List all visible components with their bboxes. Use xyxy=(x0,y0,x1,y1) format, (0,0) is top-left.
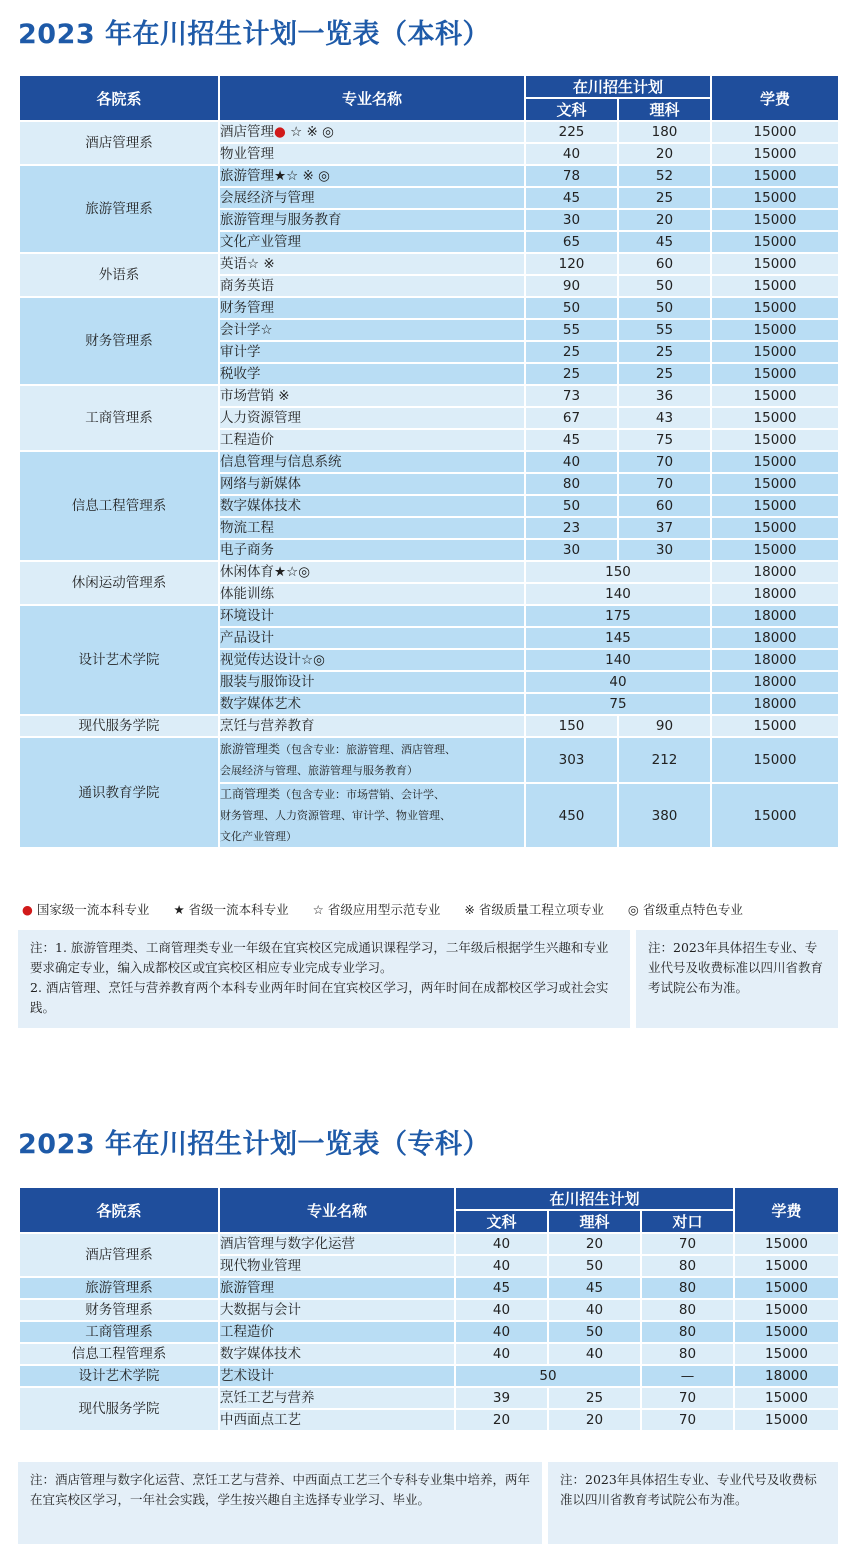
wen-cell: 20 xyxy=(455,1409,548,1431)
li-cell: 50 xyxy=(548,1321,641,1343)
wen-cell: 50 xyxy=(525,495,618,517)
wen-cell: 55 xyxy=(525,319,618,341)
fee-cell: 15000 xyxy=(711,121,839,143)
table-row xyxy=(19,715,839,737)
fee-cell: 15000 xyxy=(711,275,839,297)
note-text: 2. 酒店管理、烹饪与营养教育两个本科专业两年时间在宜宾校区学习，两年时间在成都校区学习或社会实践。 xyxy=(30,980,609,1015)
wen-cell: 40 xyxy=(455,1321,548,1343)
fee-cell: 15000 xyxy=(711,253,839,275)
dui-cell: 80 xyxy=(641,1321,734,1343)
major-cell: 数字媒体艺术 xyxy=(219,693,525,715)
white-star-icon: ☆ xyxy=(312,902,324,917)
major-cell: 工程造价 xyxy=(219,429,525,451)
li-cell: 50 xyxy=(618,275,711,297)
note-text: 注：酒店管理与数字化运营、烹饪工艺与营养、中西面点工艺三个专科专业集中培养，两年在宜宾校区学习，一年社会实践，学生按兴趣自主选择专业学习、毕业。 xyxy=(30,1472,531,1507)
major-cell: 产品设计 xyxy=(219,627,525,649)
wen-cell: 40 xyxy=(455,1343,548,1365)
major-cell: 酒店管理● ☆ ※ ◎ xyxy=(219,121,525,143)
zhuanke-note-left xyxy=(18,1462,542,1544)
fee-cell: 15000 xyxy=(711,209,839,231)
legend-item: ● 国家级一流本科专业 xyxy=(22,902,150,917)
li-cell: 90 xyxy=(618,715,711,737)
major-cell: 服装与服饰设计 xyxy=(219,671,525,693)
total-cell: 40 xyxy=(525,671,711,693)
header-dept: 各院系 xyxy=(19,75,219,121)
fee-cell: 15000 xyxy=(711,385,839,407)
li-cell: 380 xyxy=(618,783,711,848)
li-cell: 20 xyxy=(618,143,711,165)
wen-cell: 40 xyxy=(525,451,618,473)
wen-cell: 40 xyxy=(455,1299,548,1321)
dept-cell: 设计艺术学院 xyxy=(19,605,219,715)
wen-cell: 45 xyxy=(455,1277,548,1299)
li-cell: 50 xyxy=(548,1255,641,1277)
li-cell: 43 xyxy=(618,407,711,429)
header-major: 专业名称 xyxy=(219,75,525,121)
fee-cell: 15000 xyxy=(711,429,839,451)
header-fee: 学费 xyxy=(734,1187,839,1233)
major-cell: 审计学 xyxy=(219,341,525,363)
fee-cell: 18000 xyxy=(711,649,839,671)
table-row xyxy=(19,561,839,583)
legend xyxy=(22,900,842,918)
wen-cell: 50 xyxy=(525,297,618,319)
major-cell: 物流工程 xyxy=(219,517,525,539)
total-cell: 140 xyxy=(525,583,711,605)
header-dept: 各院系 xyxy=(19,1187,219,1233)
table-row xyxy=(19,1277,839,1299)
li-cell: 36 xyxy=(618,385,711,407)
fee-cell: 18000 xyxy=(711,671,839,693)
total-cell: 140 xyxy=(525,649,711,671)
dui-cell: — xyxy=(641,1365,734,1387)
fee-cell: 15000 xyxy=(734,1277,839,1299)
wen-cell: 40 xyxy=(525,143,618,165)
major-cell: 视觉传达设计☆◎ xyxy=(219,649,525,671)
table-row xyxy=(19,297,839,319)
major-cell: 文化产业管理 xyxy=(219,231,525,253)
table-row xyxy=(19,1365,839,1387)
li-cell: 60 xyxy=(618,253,711,275)
page-title-zhuanke: 2023 年在川招生计划一览表（专科） xyxy=(18,1129,491,1160)
red-dot-icon: ● xyxy=(22,902,33,917)
dept-cell: 通识教育学院 xyxy=(19,737,219,848)
major-cell: 旅游管理 xyxy=(219,1277,455,1299)
table-row xyxy=(19,605,839,627)
table-row xyxy=(19,1343,839,1365)
dept-cell: 工商管理系 xyxy=(19,1321,219,1343)
fee-cell: 15000 xyxy=(734,1299,839,1321)
benke-note-right xyxy=(636,930,838,1028)
header-wen: 文科 xyxy=(525,98,618,121)
total-cell: 175 xyxy=(525,605,711,627)
wen-cell: 40 xyxy=(455,1255,548,1277)
major-cell: 电子商务 xyxy=(219,539,525,561)
header-li: 理科 xyxy=(548,1210,641,1233)
li-cell: 40 xyxy=(548,1343,641,1365)
li-cell: 25 xyxy=(618,187,711,209)
wen-cell: 73 xyxy=(525,385,618,407)
wen-cell: 40 xyxy=(455,1233,548,1255)
major-cell: 会计学☆ xyxy=(219,319,525,341)
header-plan: 在川招生计划 xyxy=(455,1187,734,1210)
major-cell: 烹饪与营养教育 xyxy=(219,715,525,737)
major-cell: 酒店管理与数字化运营 xyxy=(219,1233,455,1255)
wen-cell: 80 xyxy=(525,473,618,495)
table-row xyxy=(19,1387,839,1409)
zhuanke-note-right xyxy=(548,1462,838,1544)
header-dui: 对口 xyxy=(641,1210,734,1233)
dui-cell: 80 xyxy=(641,1277,734,1299)
fee-cell: 15000 xyxy=(711,783,839,848)
dept-cell: 设计艺术学院 xyxy=(19,1365,219,1387)
dui-cell: 70 xyxy=(641,1409,734,1431)
major-cell: 网络与新媒体 xyxy=(219,473,525,495)
major-cell: 环境设计 xyxy=(219,605,525,627)
dept-cell: 工商管理系 xyxy=(19,385,219,451)
major-cell: 商务英语 xyxy=(219,275,525,297)
fee-cell: 15000 xyxy=(711,495,839,517)
wen-cell: 150 xyxy=(525,715,618,737)
reference-mark-icon: ※ xyxy=(464,902,475,917)
fee-cell: 18000 xyxy=(734,1365,839,1387)
total-cell: 75 xyxy=(525,693,711,715)
wen-cell: 225 xyxy=(525,121,618,143)
table-row xyxy=(19,1321,839,1343)
table-row xyxy=(19,165,839,187)
li-cell: 25 xyxy=(618,341,711,363)
wen-cell: 45 xyxy=(525,429,618,451)
header-major: 专业名称 xyxy=(219,1187,455,1233)
dept-cell: 休闲运动管理系 xyxy=(19,561,219,605)
fee-cell: 18000 xyxy=(711,693,839,715)
wen-cell: 120 xyxy=(525,253,618,275)
dept-cell: 财务管理系 xyxy=(19,1299,219,1321)
zhuanke-table xyxy=(18,1186,840,1432)
li-cell: 212 xyxy=(618,737,711,783)
li-cell: 25 xyxy=(618,363,711,385)
li-cell: 52 xyxy=(618,165,711,187)
total-cell: 150 xyxy=(525,561,711,583)
li-cell: 70 xyxy=(618,451,711,473)
wen-cell: 30 xyxy=(525,209,618,231)
li-cell: 20 xyxy=(548,1409,641,1431)
dui-cell: 80 xyxy=(641,1299,734,1321)
national-first-class-icon: ● xyxy=(274,124,286,140)
li-cell: 45 xyxy=(548,1277,641,1299)
total-cell: 145 xyxy=(525,627,711,649)
major-cell: 中西面点工艺 xyxy=(219,1409,455,1431)
fee-cell: 15000 xyxy=(711,363,839,385)
wen-cell: 78 xyxy=(525,165,618,187)
dept-cell: 信息工程管理系 xyxy=(19,1343,219,1365)
wen-cell: 67 xyxy=(525,407,618,429)
major-cell: 数字媒体技术 xyxy=(219,1343,455,1365)
bullseye-icon: ◎ xyxy=(627,902,639,917)
fee-cell: 15000 xyxy=(711,165,839,187)
header-plan: 在川招生计划 xyxy=(525,75,711,98)
wen-cell: 65 xyxy=(525,231,618,253)
fee-cell: 15000 xyxy=(711,187,839,209)
wen-cell: 450 xyxy=(525,783,618,848)
fee-cell: 15000 xyxy=(711,539,839,561)
fee-cell: 15000 xyxy=(734,1409,839,1431)
dui-cell: 70 xyxy=(641,1387,734,1409)
legend-item: ◎ 省级重点特色专业 xyxy=(627,902,743,917)
major-cell: 信息管理与信息系统 xyxy=(219,451,525,473)
dept-cell: 外语系 xyxy=(19,253,219,297)
major-cell: 工商管理类（包含专业：市场营销、会计学、 财务管理、人力资源管理、审计学、物业管理、 文化产业管理） xyxy=(219,783,525,848)
note-text: 注：1. 旅游管理类、工商管理类专业一年级在宜宾校区完成通识课程学习，二年级后根据学生兴趣和专业要求确定专业，编入成都校区或宜宾校区相应专业完成专业学习。 xyxy=(30,940,609,975)
fee-cell: 15000 xyxy=(711,451,839,473)
fee-cell: 15000 xyxy=(711,319,839,341)
major-cell: 旅游管理与服务教育 xyxy=(219,209,525,231)
fee-cell: 18000 xyxy=(711,605,839,627)
fee-cell: 18000 xyxy=(711,583,839,605)
wen-cell: 90 xyxy=(525,275,618,297)
fee-cell: 15000 xyxy=(734,1255,839,1277)
dui-cell: 80 xyxy=(641,1343,734,1365)
li-cell: 60 xyxy=(618,495,711,517)
legend-item: ☆ 省级应用型示范专业 xyxy=(312,902,441,917)
dept-cell: 财务管理系 xyxy=(19,297,219,385)
table-row xyxy=(19,253,839,275)
li-cell: 55 xyxy=(618,319,711,341)
major-cell: 市场营销 ※ xyxy=(219,385,525,407)
wen-cell: 25 xyxy=(525,363,618,385)
dept-cell: 旅游管理系 xyxy=(19,165,219,253)
li-cell: 75 xyxy=(618,429,711,451)
table-row xyxy=(19,737,839,783)
note-text: 注：2023年具体招生专业、专业代号及收费标准以四川省教育考试院公布为准。 xyxy=(648,940,824,995)
fee-cell: 15000 xyxy=(734,1387,839,1409)
fee-cell: 15000 xyxy=(711,297,839,319)
major-cell: 物业管理 xyxy=(219,143,525,165)
wen-cell: 25 xyxy=(525,341,618,363)
major-cell: 体能训练 xyxy=(219,583,525,605)
dept-cell: 信息工程管理系 xyxy=(19,451,219,561)
header-li: 理科 xyxy=(618,98,711,121)
li-cell: 45 xyxy=(618,231,711,253)
major-cell: 旅游管理类（包含专业：旅游管理、酒店管理、 会展经济与管理、旅游管理与服务教育） xyxy=(219,737,525,783)
li-cell: 30 xyxy=(618,539,711,561)
fee-cell: 15000 xyxy=(734,1321,839,1343)
wen-cell: 30 xyxy=(525,539,618,561)
fee-cell: 15000 xyxy=(734,1343,839,1365)
legend-item: ★ 省级一流本科专业 xyxy=(173,902,289,917)
header-wen: 文科 xyxy=(455,1210,548,1233)
major-cell: 大数据与会计 xyxy=(219,1299,455,1321)
benke-note-left xyxy=(18,930,630,1028)
table-row xyxy=(19,1233,839,1255)
major-cell: 税收学 xyxy=(219,363,525,385)
fee-cell: 15000 xyxy=(711,473,839,495)
table-row xyxy=(19,385,839,407)
li-cell: 180 xyxy=(618,121,711,143)
major-cell: 数字媒体技术 xyxy=(219,495,525,517)
benke-table xyxy=(18,74,840,849)
major-cell: 休闲体育★☆◎ xyxy=(219,561,525,583)
page-title-benke: 2023 年在川招生计划一览表（本科） xyxy=(18,19,491,50)
fee-cell: 15000 xyxy=(711,715,839,737)
fee-cell: 18000 xyxy=(711,627,839,649)
major-cell: 人力资源管理 xyxy=(219,407,525,429)
major-cell: 艺术设计 xyxy=(219,1365,455,1387)
wen-cell: 23 xyxy=(525,517,618,539)
major-cell: 工程造价 xyxy=(219,1321,455,1343)
dept-cell: 旅游管理系 xyxy=(19,1277,219,1299)
fee-cell: 15000 xyxy=(711,737,839,783)
major-cell: 财务管理 xyxy=(219,297,525,319)
total-cell: 50 xyxy=(455,1365,641,1387)
li-cell: 37 xyxy=(618,517,711,539)
fee-cell: 18000 xyxy=(711,561,839,583)
li-cell: 70 xyxy=(618,473,711,495)
major-cell: 会展经济与管理 xyxy=(219,187,525,209)
li-cell: 40 xyxy=(548,1299,641,1321)
fee-cell: 15000 xyxy=(711,143,839,165)
legend-item: ※ 省级质量工程立项专业 xyxy=(464,902,604,917)
table-row xyxy=(19,451,839,473)
table-row xyxy=(19,121,839,143)
dept-cell: 现代服务学院 xyxy=(19,715,219,737)
dept-cell: 酒店管理系 xyxy=(19,121,219,165)
fee-cell: 15000 xyxy=(711,231,839,253)
dept-cell: 酒店管理系 xyxy=(19,1233,219,1277)
dui-cell: 80 xyxy=(641,1255,734,1277)
major-cell: 英语☆ ※ xyxy=(219,253,525,275)
table-row xyxy=(19,1299,839,1321)
wen-cell: 45 xyxy=(525,187,618,209)
major-cell: 现代物业管理 xyxy=(219,1255,455,1277)
header-fee: 学费 xyxy=(711,75,839,121)
wen-cell: 303 xyxy=(525,737,618,783)
dept-cell: 现代服务学院 xyxy=(19,1387,219,1431)
note-text: 注：2023年具体招生专业、专业代号及收费标准以四川省教育考试院公布为准。 xyxy=(560,1472,817,1507)
li-cell: 50 xyxy=(618,297,711,319)
major-cell: 旅游管理★☆ ※ ◎ xyxy=(219,165,525,187)
major-cell: 烹饪工艺与营养 xyxy=(219,1387,455,1409)
fee-cell: 15000 xyxy=(711,341,839,363)
li-cell: 25 xyxy=(548,1387,641,1409)
fee-cell: 15000 xyxy=(711,517,839,539)
li-cell: 20 xyxy=(618,209,711,231)
li-cell: 20 xyxy=(548,1233,641,1255)
fee-cell: 15000 xyxy=(711,407,839,429)
black-star-icon: ★ xyxy=(173,902,185,917)
dui-cell: 70 xyxy=(641,1233,734,1255)
wen-cell: 39 xyxy=(455,1387,548,1409)
fee-cell: 15000 xyxy=(734,1233,839,1255)
